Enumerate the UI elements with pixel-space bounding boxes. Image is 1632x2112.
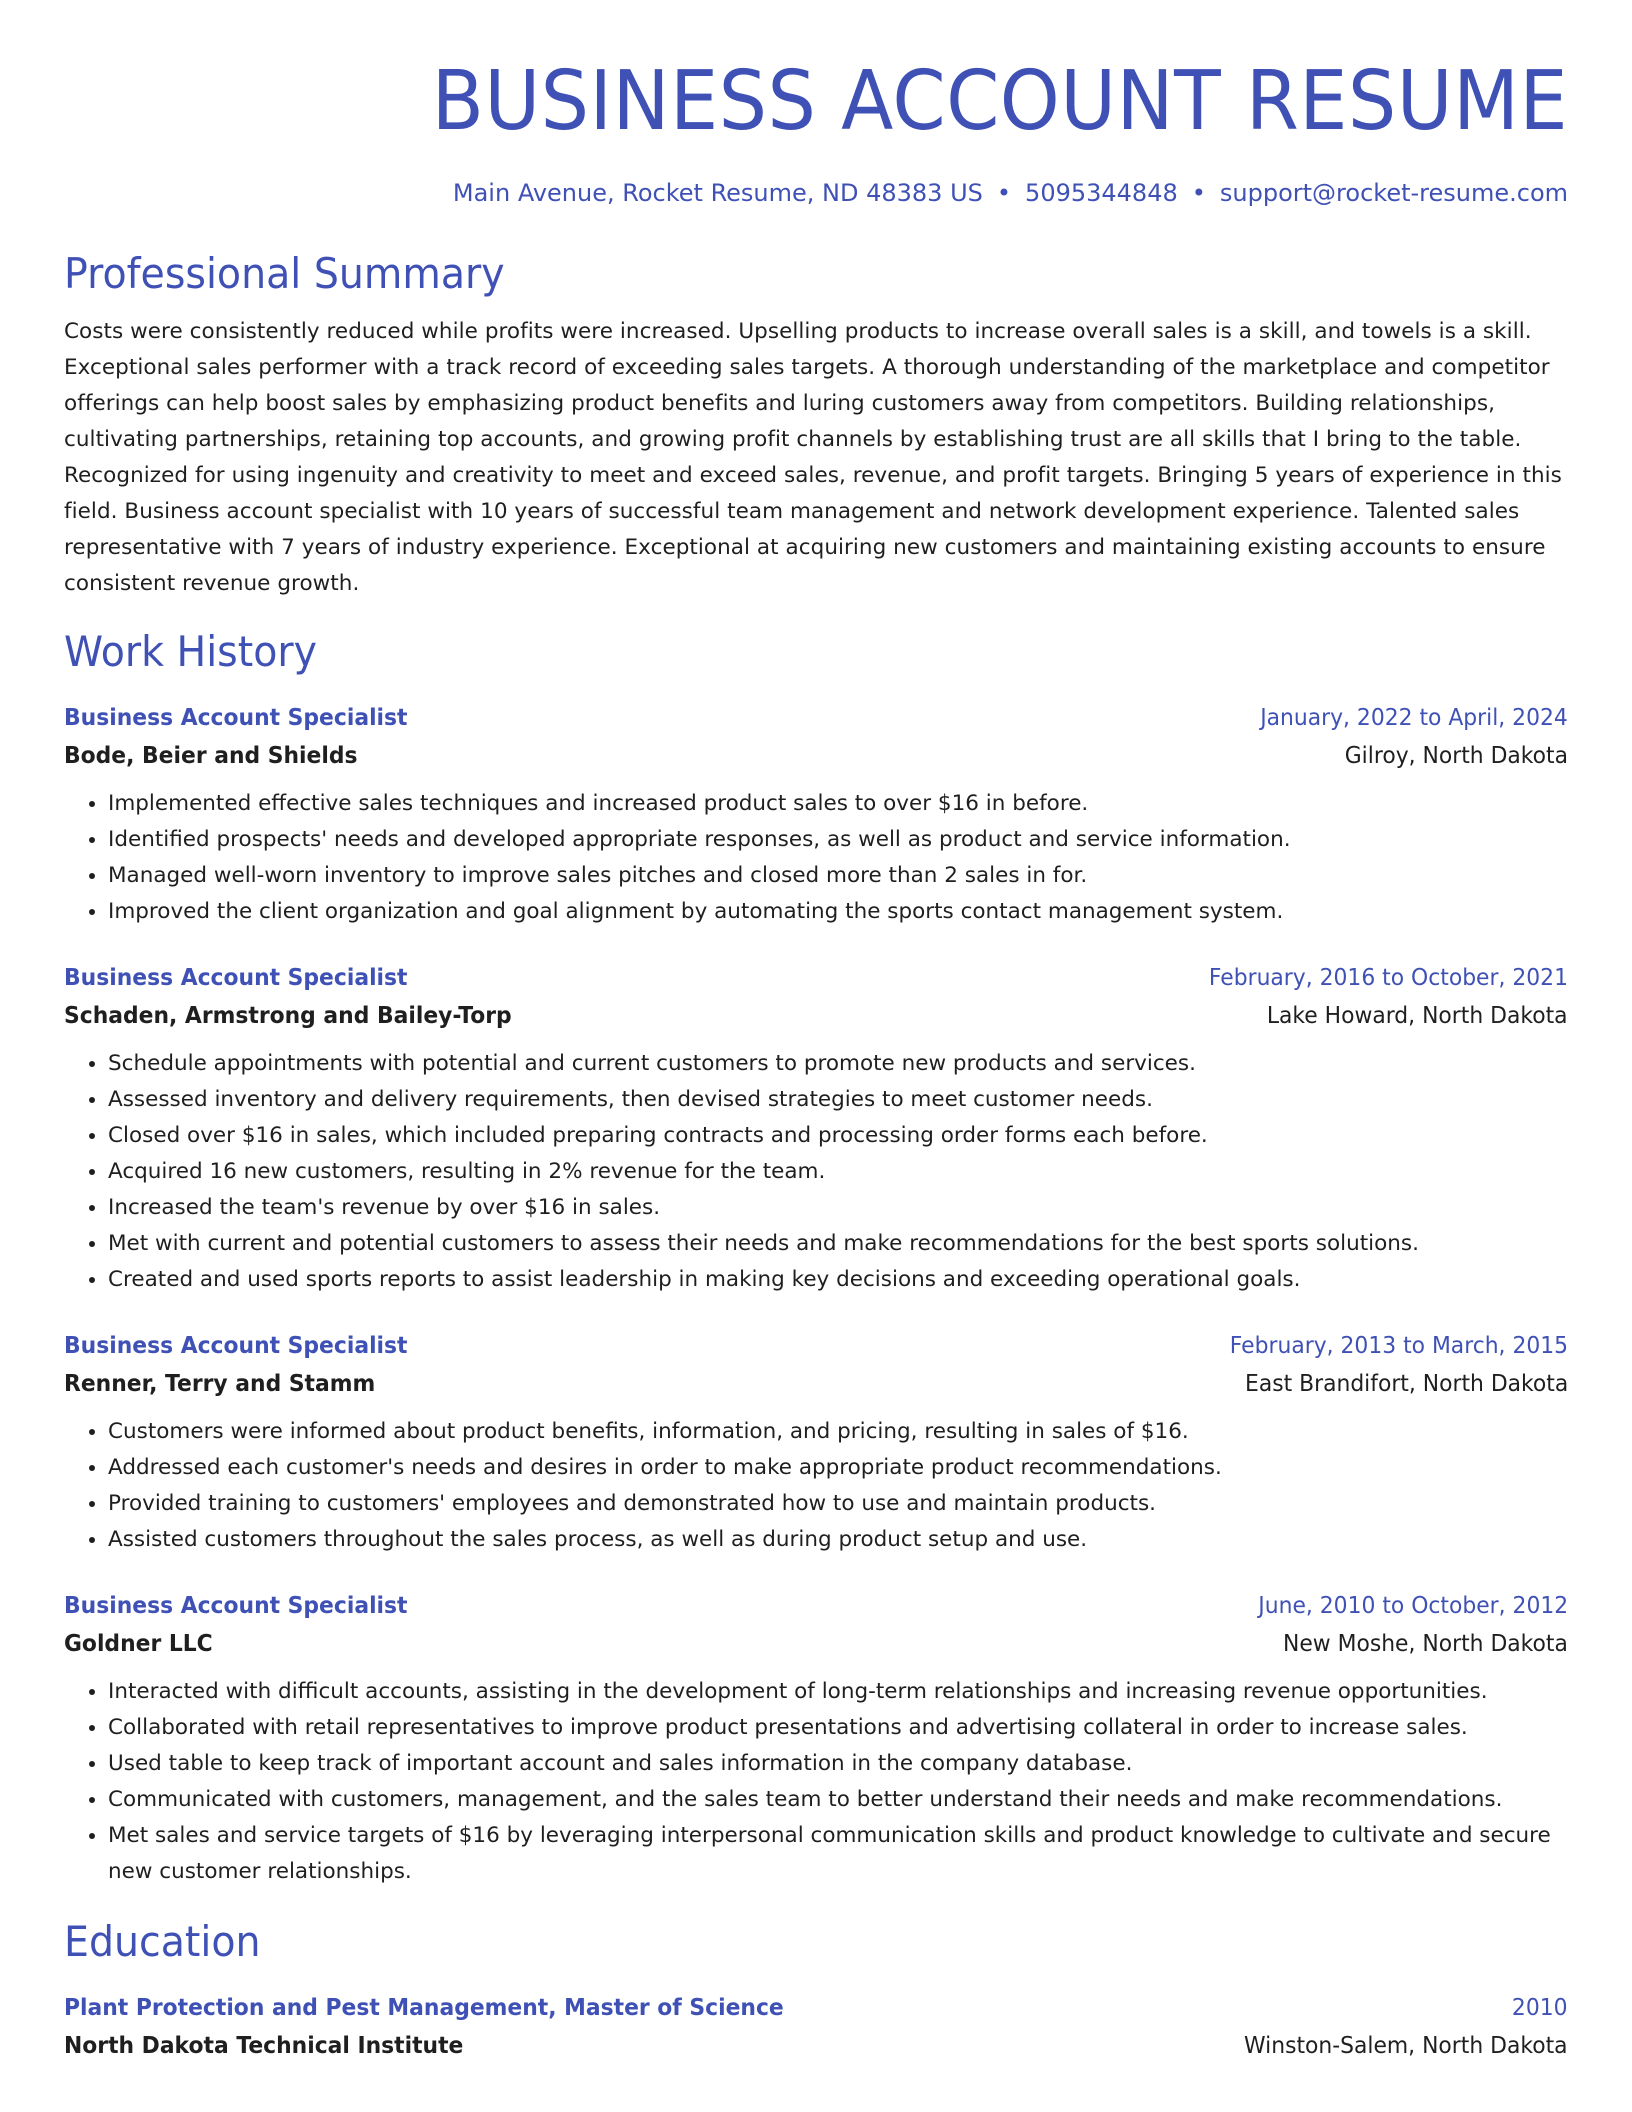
job-employer: Renner, Terry and Stamm xyxy=(64,1371,376,1397)
job-dates: February, 2016 to October, 2021 xyxy=(1208,965,1568,991)
job-bullet: • Identified prospects' needs and developed appropriate responses, as well as product and service information. xyxy=(108,822,1568,858)
job-bullet: • Met with current and potential customers to assess their needs and make recommendations for the best sports solutions. xyxy=(108,1226,1568,1262)
job-employer-row xyxy=(64,1364,1568,1404)
job-dates: January, 2022 to April, 2024 xyxy=(1260,705,1568,731)
job-bullet: • Increased the team's revenue by over $16 in sales. xyxy=(108,1190,1568,1226)
job-bullet: • Addressed each customer's needs and desires in order to make appropriate product recommendations. xyxy=(108,1450,1568,1486)
education-school-row xyxy=(64,2026,1568,2066)
job-bullets xyxy=(64,786,1568,930)
job-employer-row xyxy=(64,1624,1568,1664)
job-header-row xyxy=(64,1328,1568,1364)
job-entry xyxy=(64,960,1568,1298)
education-school: North Dakota Technical Institute xyxy=(64,2033,464,2059)
job-entry xyxy=(64,1588,1568,1890)
summary-heading: Professional Summary xyxy=(64,249,505,298)
education-degree: Plant Protection and Pest Management, Master of Science xyxy=(64,1995,784,2021)
job-entry xyxy=(64,1328,1568,1558)
contact-email: support@rocket-resume.com xyxy=(1219,179,1568,207)
job-location: Gilroy, North Dakota xyxy=(1344,743,1568,769)
job-employer: Schaden, Armstrong and Bailey-Torp xyxy=(64,1003,512,1029)
job-bullet: • Assisted customers throughout the sales process, as well as during product setup and use. xyxy=(108,1522,1568,1558)
job-location: New Moshe, North Dakota xyxy=(1283,1631,1568,1657)
job-employer-row xyxy=(64,996,1568,1036)
job-employer: Bode, Beier and Shields xyxy=(64,743,358,769)
job-bullet: • Improved the client organization and goal alignment by automating the sports contact management system. xyxy=(108,894,1568,930)
job-bullets xyxy=(64,1674,1568,1890)
contact-address: Main Avenue, Rocket Resume, ND 48383 US xyxy=(452,179,983,207)
job-bullet: • Provided training to customers' employees and demonstrated how to use and maintain products. xyxy=(108,1486,1568,1522)
contact-phone: 5095344848 xyxy=(1025,179,1178,207)
job-employer: Goldner LLC xyxy=(64,1631,213,1657)
job-bullets xyxy=(64,1046,1568,1298)
job-employer-row xyxy=(64,736,1568,776)
education-year: 2010 xyxy=(1512,1995,1568,2021)
education-location: Winston-Salem, North Dakota xyxy=(1244,2033,1568,2059)
job-bullet: • Communicated with customers, management, and the sales team to better understand their needs and make recommendations. xyxy=(108,1782,1568,1818)
job-title: Business Account Specialist xyxy=(64,965,408,991)
job-header-row xyxy=(64,960,1568,996)
resume-header xyxy=(64,0,1568,208)
job-bullets xyxy=(64,1414,1568,1558)
job-title: Business Account Specialist xyxy=(64,1333,408,1359)
job-header-row xyxy=(64,700,1568,736)
summary-text: Costs were consistently reduced while profits were increased. Upselling products to increase overall sales is a skill, and towels is a skill. Exceptional sales performer with a track record of exceeding sales targets. A thorough understanding of the marketplace and competitor offerings can help boost sales by emphasizing product benefits and luring customers away from competitors. Building relationships, cultivating partnerships, retaining top accounts, and growing profit channels by establishing trust are all skills that I bring to the table. Recognized for using ingenuity and creativity to meet and exceed sales, revenue, and profit targets. Bringing 5 years of experience in this field. Business account specialist with 10 years of successful team management and network development experience. Talented sales representative with 7 years of industry experience. Exceptional at acquiring new customers and maintaining existing accounts to ensure consistent revenue growth. xyxy=(64,319,1562,596)
job-bullet: • Implemented effective sales techniques and increased product sales to over $16 in before. xyxy=(108,786,1568,822)
job-bullet: • Collaborated with retail representatives to improve product presentations and advertising collateral in order to increase sales. xyxy=(108,1710,1568,1746)
education-heading: Education xyxy=(64,1917,261,1966)
job-title: Business Account Specialist xyxy=(64,705,408,731)
job-bullet: • Closed over $16 in sales, which included preparing contracts and processing order forms each before. xyxy=(108,1118,1568,1154)
job-dates: June, 2010 to October, 2012 xyxy=(1258,1593,1568,1619)
contact-separator: • xyxy=(1191,179,1206,207)
job-bullet: • Customers were informed about product benefits, information, and pricing, resulting in sales of $16. xyxy=(108,1414,1568,1450)
job-title: Business Account Specialist xyxy=(64,1593,408,1619)
work-history-heading: Work History xyxy=(64,627,317,676)
job-location: East Brandifort, North Dakota xyxy=(1244,1371,1568,1397)
job-location: Lake Howard, North Dakota xyxy=(1267,1003,1568,1029)
job-bullet: • Met sales and service targets of $16 by leveraging interpersonal communication skills and product knowledge to cultivate and secure new customer relationships. xyxy=(108,1818,1568,1890)
job-bullet: • Managed well-worn inventory to improve sales pitches and closed more than 2 sales in for. xyxy=(108,858,1568,894)
job-header-row xyxy=(64,1588,1568,1624)
resume-name: BUSINESS ACCOUNT RESUME xyxy=(431,54,1568,149)
job-dates: February, 2013 to March, 2015 xyxy=(1229,1333,1568,1359)
job-bullet: • Acquired 16 new customers, resulting in 2% revenue for the team. xyxy=(108,1154,1568,1190)
contact-line xyxy=(64,178,1568,208)
job-bullet: • Interacted with difficult accounts, assisting in the development of long-term relationships and increasing revenue opportunities. xyxy=(108,1674,1568,1710)
education-header-row xyxy=(64,1990,1568,2026)
job-entry xyxy=(64,700,1568,930)
job-bullet: • Schedule appointments with potential and current customers to promote new products and services. xyxy=(108,1046,1568,1082)
job-bullet: • Used table to keep track of important account and sales information in the company database. xyxy=(108,1746,1568,1782)
contact-separator: • xyxy=(996,179,1012,207)
job-bullet: • Created and used sports reports to assist leadership in making key decisions and exceeding operational goals. xyxy=(108,1262,1568,1298)
education-entry xyxy=(64,1990,1568,2066)
job-bullet: • Assessed inventory and delivery requirements, then devised strategies to meet customer needs. xyxy=(108,1082,1568,1118)
